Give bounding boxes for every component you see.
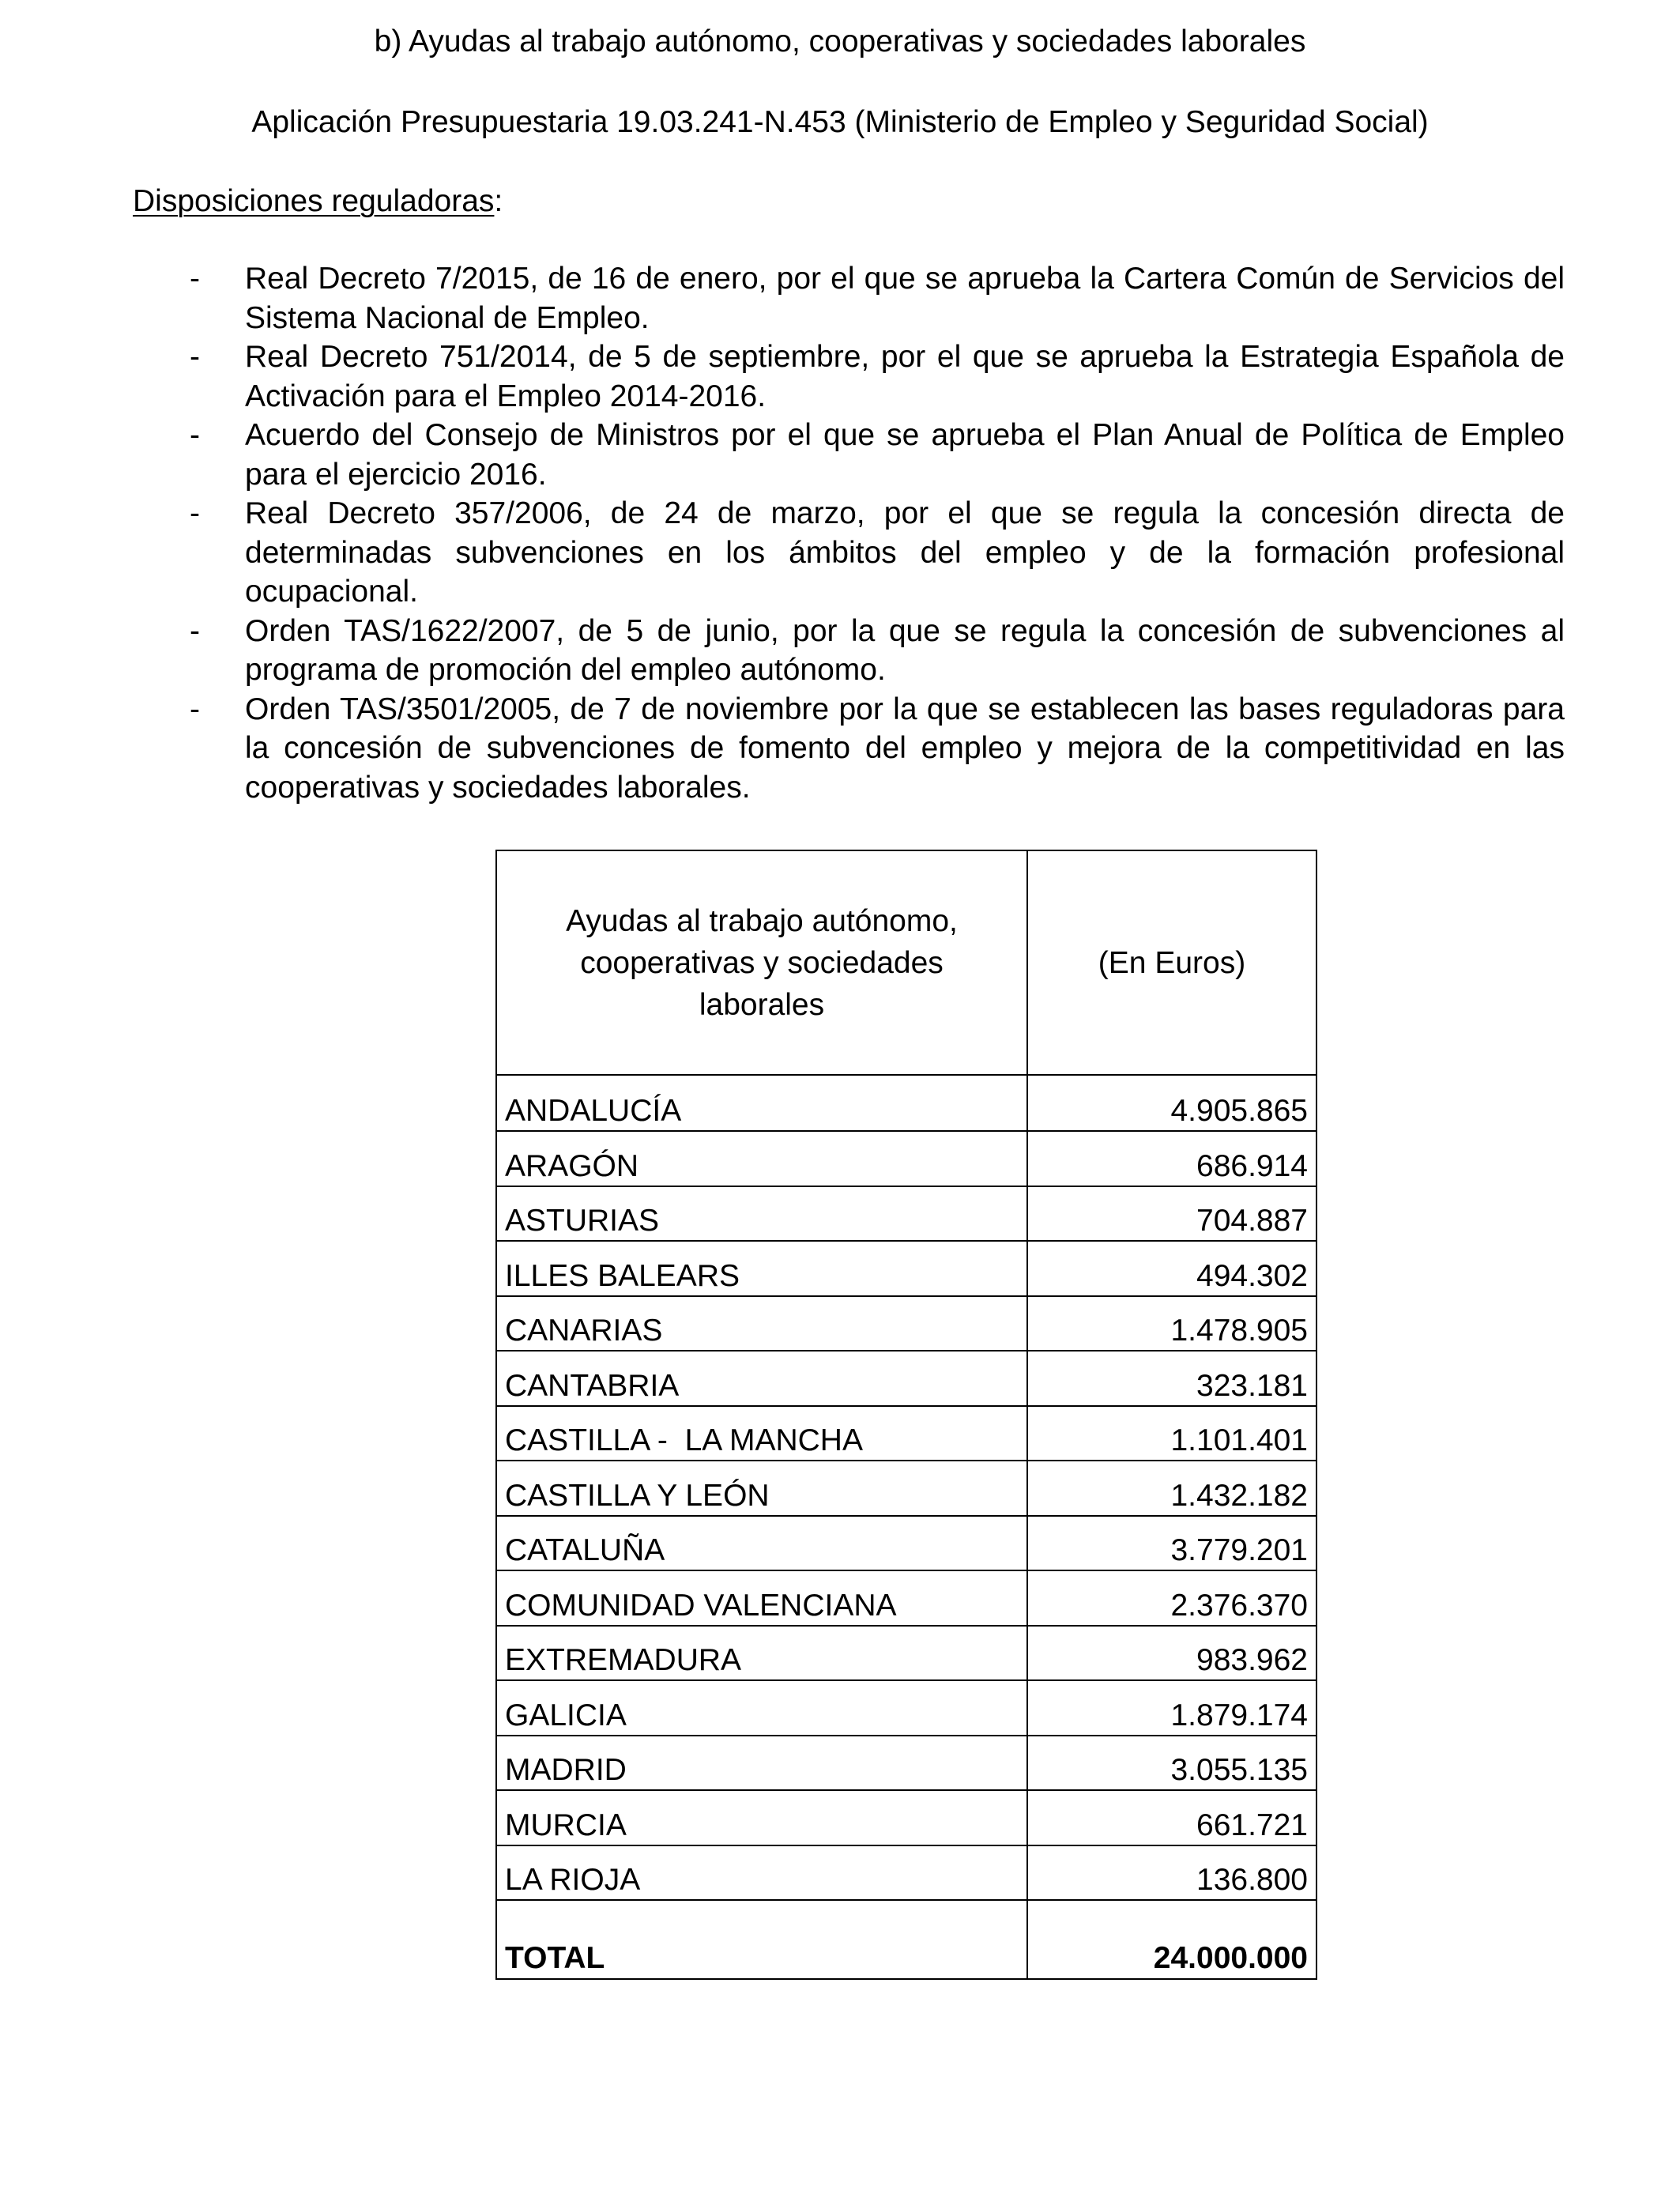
- amount-cell: 704.887: [1027, 1186, 1317, 1242]
- table-header-row: [496, 850, 1317, 1075]
- table-row: [496, 1570, 1317, 1626]
- bullet-dash: -: [190, 340, 200, 374]
- document-title: b) Ayudas al trabajo autónomo, cooperativas y sociedades laborales: [374, 25, 1306, 58]
- table-row: [496, 1516, 1317, 1571]
- table-row: [496, 1626, 1317, 1681]
- budget-table: [495, 850, 1317, 1980]
- region-cell: MADRID: [496, 1736, 1027, 1791]
- region-cell: CASTILLA Y LEÓN: [496, 1461, 1027, 1516]
- regulation-item: [133, 690, 1565, 808]
- amount-cell: 1.879.174: [1027, 1680, 1317, 1736]
- region-cell: ASTURIAS: [496, 1186, 1027, 1242]
- amount-cell: 323.181: [1027, 1351, 1317, 1406]
- total-row: [496, 1900, 1317, 1979]
- amount-cell: 686.914: [1027, 1131, 1317, 1186]
- table-row: [496, 1680, 1317, 1736]
- regulation-text: Real Decreto 357/2006, de 24 de marzo, por el que se regula la concesión directa de determinadas subvenciones en los ámbitos del empleo y de la formación profesional ocupacional.: [245, 496, 1565, 609]
- bullet-dash: -: [190, 496, 200, 530]
- region-cell: CANARIAS: [496, 1296, 1027, 1351]
- bullet-dash: -: [190, 418, 200, 452]
- regulation-text: Orden TAS/3501/2005, de 7 de noviembre por la que se establecen las bases reguladoras para la concesión de subvenciones de fomento del empleo y mejora de la competitividad en las cooperativas y sociedades laborales.: [245, 692, 1565, 805]
- bullet-dash: -: [190, 262, 200, 296]
- bullet-dash: -: [190, 613, 200, 648]
- amount-cell: 4.905.865: [1027, 1075, 1317, 1131]
- header-region: Ayudas al trabajo autónomo, cooperativas y sociedades laborales: [496, 850, 1027, 1075]
- header-amount: (En Euros): [1027, 850, 1317, 1075]
- table-row: [496, 1736, 1317, 1791]
- region-cell: ARAGÓN: [496, 1131, 1027, 1186]
- region-cell: EXTREMADURA: [496, 1626, 1027, 1681]
- regulation-item: [133, 259, 1565, 337]
- regulation-text: Orden TAS/1622/2007, de 5 de junio, por la que se regula la concesión de subvenciones al programa de promoción del empleo autónomo.: [245, 613, 1565, 687]
- table-row: [496, 1241, 1317, 1296]
- budget-line: Aplicación Presupuestaria 19.03.241-N.453 (Ministerio de Empleo y Seguridad Social): [251, 105, 1429, 139]
- regulation-text: Real Decreto 751/2014, de 5 de septiembre, por el que se aprueba la Estrategia Española de Activación para el Empleo 2014-2016.: [245, 340, 1565, 413]
- regulation-text: Real Decreto 7/2015, de 16 de enero, por el que se aprueba la Cartera Común de Servicios del Sistema Nacional de Empleo.: [245, 262, 1565, 335]
- table-row: [496, 1790, 1317, 1845]
- regulations-heading: [133, 186, 503, 217]
- region-cell: CANTABRIA: [496, 1351, 1027, 1406]
- regulation-item: [133, 494, 1565, 612]
- region-cell: LA RIOJA: [496, 1845, 1027, 1901]
- total-amount: 24.000.000: [1027, 1900, 1317, 1979]
- region-cell: MURCIA: [496, 1790, 1027, 1845]
- regulation-item: [133, 337, 1565, 416]
- amount-cell: 3.055.135: [1027, 1736, 1317, 1791]
- region-cell: CASTILLA - LA MANCHA: [496, 1406, 1027, 1461]
- total-label: TOTAL: [496, 1900, 1027, 1979]
- table-row: [496, 1186, 1317, 1242]
- amount-cell: 1.101.401: [1027, 1406, 1317, 1461]
- region-cell: GALICIA: [496, 1680, 1027, 1736]
- table-row: [496, 1406, 1317, 1461]
- table-row: [496, 1461, 1317, 1516]
- regulations-list: [133, 259, 1565, 807]
- region-cell: ILLES BALEARS: [496, 1241, 1027, 1296]
- amount-cell: 1.478.905: [1027, 1296, 1317, 1351]
- amount-cell: 2.376.370: [1027, 1570, 1317, 1626]
- table-row: [496, 1845, 1317, 1901]
- amount-cell: 661.721: [1027, 1790, 1317, 1845]
- table-row: [496, 1075, 1317, 1131]
- regulations-heading-text: Disposiciones reguladoras: [133, 184, 495, 218]
- region-cell: COMUNIDAD VALENCIANA: [496, 1570, 1027, 1626]
- table-row: [496, 1351, 1317, 1406]
- regulation-text: Acuerdo del Consejo de Ministros por el que se aprueba el Plan Anual de Política de Empleo para el ejercicio 2016.: [245, 418, 1565, 492]
- regulation-item: [133, 612, 1565, 690]
- bullet-dash: -: [190, 692, 200, 726]
- region-cell: ANDALUCÍA: [496, 1075, 1027, 1131]
- amount-cell: 494.302: [1027, 1241, 1317, 1296]
- amount-cell: 983.962: [1027, 1626, 1317, 1681]
- region-cell: CATALUÑA: [496, 1516, 1027, 1571]
- regulation-item: [133, 416, 1565, 494]
- amount-cell: 136.800: [1027, 1845, 1317, 1901]
- amount-cell: 3.779.201: [1027, 1516, 1317, 1571]
- amount-cell: 1.432.182: [1027, 1461, 1317, 1516]
- table-row: [496, 1131, 1317, 1186]
- table-row: [496, 1296, 1317, 1351]
- regulations-heading-colon: :: [494, 184, 503, 218]
